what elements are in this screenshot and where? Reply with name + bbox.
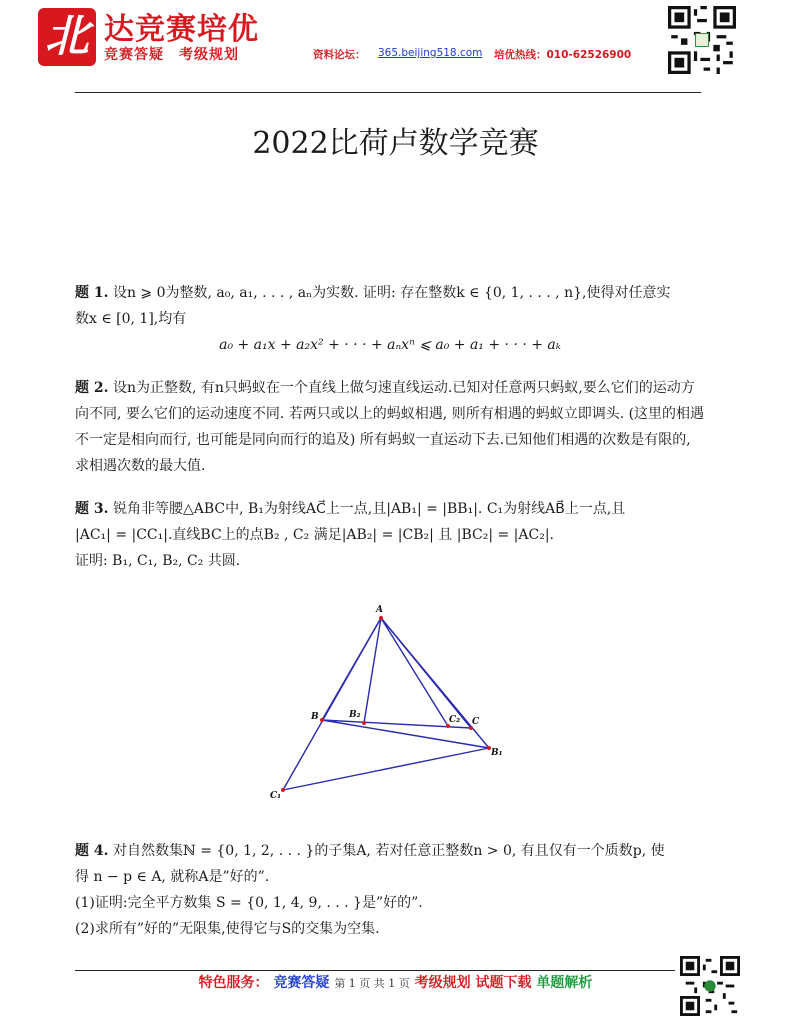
footer-service-label: 特色服务： [198,975,269,991]
point-b [320,718,324,722]
header-divider [75,92,701,93]
label-c2: C₂ [449,715,461,725]
problem-text: 锐角非等腰△ABC中, B₁为射线AC⃗上一点,且|AB₁| = |BB₁|. C₁为射线AB⃗上一点,且 [112,501,626,517]
page-footer [0,972,791,992]
label-c: C [472,717,480,727]
problem-text: (2)求所有”好的”无限集,使得它与S的交集为空集. [75,921,380,937]
problem-text: 设n ⩾ 0为整数, a₀, a₁, . . . , aₙ为实数. 证明: 存在整数k ∈ {0, 1, . . . , n},使得对任意实 [112,285,671,301]
problem-text: 数x ∈ [0, 1],均有 [75,311,187,327]
forum-link[interactable]: 365.beijing518.com [378,47,483,59]
problem-text: 得 n − p ∈ A, 就称A是”好的”. [75,869,270,885]
point-c1 [281,788,285,792]
label-c1: C₁ [270,791,282,801]
point-a [379,616,383,620]
problem-2 [75,375,705,479]
footer-qa: 竞赛答疑 [273,975,330,991]
label-a: A [376,605,383,615]
problem-number: 题 2. [75,380,109,396]
forum-label: 资料论坛： [313,49,366,61]
figure-points [281,616,491,792]
footer-plan: 考级规划 [414,975,471,991]
brand-slogan: 竞赛答疑 考级规划 [104,47,239,63]
footer-download: 试题下载 [475,975,532,991]
page-number: 第 1 页 共 1 页 [334,977,410,990]
segment-a-c1 [283,618,381,790]
qr-code-icon [668,6,736,74]
brand-name: 达竞赛培优 [104,12,259,47]
point-b2 [362,721,366,725]
hotline: 培优热线：010-62526900 [494,49,632,61]
problem-text: |AC₁| = |CC₁|.直线BC上的点B₂ , C₂ 满足|AB₂| = |CB₂| 且 |BC₂| = |AC₂|. [75,527,554,543]
label-b1: B₁ [491,748,503,758]
footer-analysis: 单题解析 [536,975,593,991]
figure-lines [283,618,489,790]
problem-1 [75,280,705,358]
problem-text: (1)证明:完全平方数集 S = {0, 1, 4, 9, . . . }是”好的”. [75,895,423,911]
problem-number: 题 4. [75,843,109,859]
problem-4 [75,838,705,942]
logo: 北 [38,8,96,66]
qr-code-icon [680,956,740,1016]
segment-c1-b1 [283,748,489,790]
problem-text: 对自然数集ℕ = {0, 1, 2, . . . }的子集A, 若对任意正整数n > 0, 有且仅有一个质数p, 使 [112,843,665,859]
problem-text: 证明: B₁, C₁, B₂, C₂ 共圆. [75,553,241,569]
problem-text: 设n为正整数, 有n只蚂蚁在一个直线上做匀速直线运动.已知对任意两只蚂蚁,要么它们的运动方向不同, 要么它们的运动速度不同. 若两只或以上的蚂蚁相遇, 则所有相遇的蚂蚁立即调头. (这里的相遇不一定是相向而行, 也可能是同向而行的追及) 所有蚂蚁一直运动下去.已知他们相遇的次数是有限的, 求相遇次数的最大值. [75,380,705,474]
page-title: 2022比荷卢数学竞赛 [252,126,539,161]
segment-a-c2 [381,618,448,726]
page-header [0,0,791,80]
problem-number: 题 1. [75,285,109,301]
geometry-figure [265,598,505,808]
label-b2: B₂ [349,710,361,720]
problem-number: 题 3. [75,501,109,517]
problem-3 [75,496,705,574]
footer-divider [75,970,675,971]
label-b: B [311,712,319,722]
formula: a₀ + a₁x + a₂x² + · · · + aₙxⁿ ⩽ a₀ + a₁ + · · · + aₖ [219,337,561,353]
